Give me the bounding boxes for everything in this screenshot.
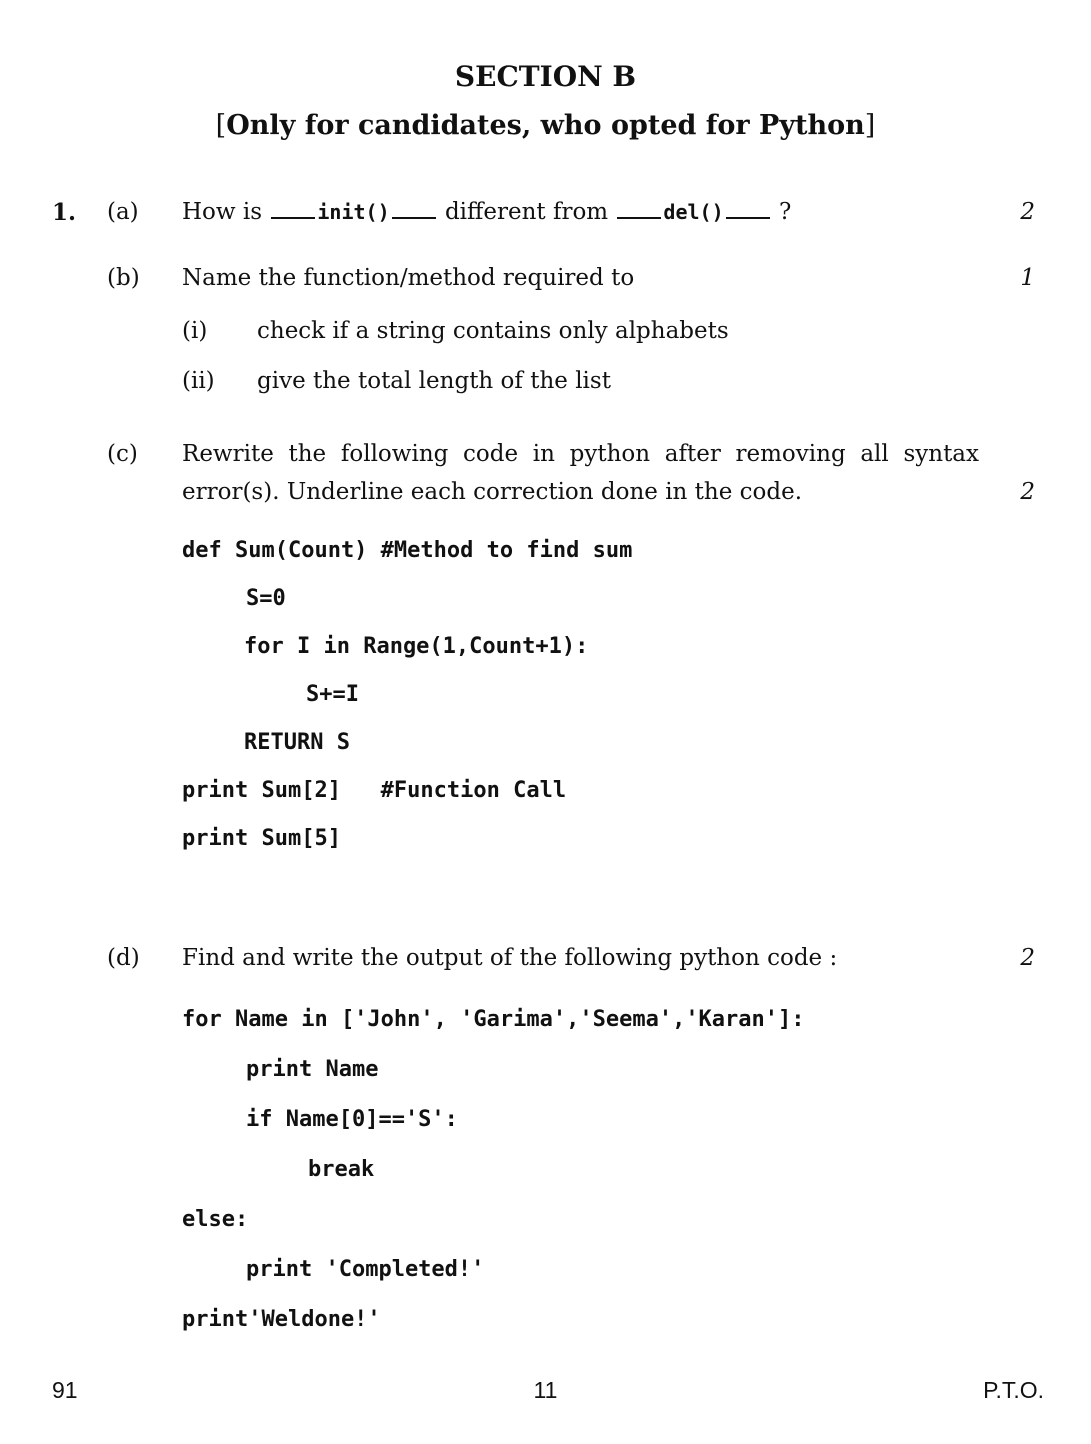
code-line: S+=I xyxy=(306,682,359,707)
code-line: print'Weldone!' xyxy=(182,1307,381,1332)
code-line: print Sum[2] #Function Call xyxy=(182,778,567,803)
code-line: if Name[0]=='S': xyxy=(246,1107,458,1132)
part-a-text-1: How is xyxy=(182,199,263,225)
pto-label: P.T.O. xyxy=(983,1377,1044,1403)
code-line: print Name xyxy=(246,1057,379,1082)
part-b-item-text: check if a string contains only alphabets xyxy=(257,318,729,344)
page-number: 11 xyxy=(533,1377,558,1403)
section-subtitle xyxy=(0,110,1091,141)
part-d-label: (d) xyxy=(107,945,140,971)
code-line: RETURN S xyxy=(244,730,350,755)
underscore-blank xyxy=(271,199,315,219)
part-c-marks: 2 xyxy=(1020,479,1035,505)
subtitle-text: Only for candidates, who opted for Python xyxy=(226,110,865,141)
code-line: for Name in ['John', 'Garima','Seema','Karan']: xyxy=(182,1007,805,1032)
subtitle-bracket-open: [ xyxy=(215,110,227,141)
part-a-marks: 2 xyxy=(1020,199,1035,225)
question-number: 1. xyxy=(52,199,77,226)
code-line: for I in Range(1,Count+1): xyxy=(244,634,589,659)
part-b-item-label: (i) xyxy=(182,318,208,344)
part-b-marks: 1 xyxy=(1020,265,1035,291)
part-c-line-2: error(s). Underline each correction done in the code. xyxy=(182,479,803,505)
code-line: print Sum[5] xyxy=(182,826,341,851)
code-line: else: xyxy=(182,1207,249,1232)
part-b-item-label: (ii) xyxy=(182,368,215,394)
part-d-marks: 2 xyxy=(1020,945,1035,971)
code-line: break xyxy=(308,1157,375,1182)
part-c-label: (c) xyxy=(107,441,138,467)
code-line: print 'Completed!' xyxy=(246,1257,485,1282)
section-title: SECTION B xyxy=(454,60,637,93)
code-line: S=0 xyxy=(246,586,286,611)
part-b-text: Name the function/method required to xyxy=(182,265,635,291)
underscore-blank xyxy=(726,199,770,219)
footer-code: 91 xyxy=(52,1377,78,1403)
del-code: del() xyxy=(663,200,724,224)
part-d-text: Find and write the output of the following python code : xyxy=(182,945,838,971)
underscore-blank xyxy=(617,199,661,219)
part-a-label: (a) xyxy=(107,199,139,225)
underscore-blank xyxy=(392,199,436,219)
part-b-item-text: give the total length of the list xyxy=(257,368,611,394)
code-line: def Sum(Count) #Method to find sum xyxy=(182,538,633,563)
part-b-label: (b) xyxy=(107,265,140,291)
part-a-text-2: different from xyxy=(444,199,609,225)
subtitle-bracket-close: ] xyxy=(864,110,876,141)
part-a-text-3: ? xyxy=(778,199,792,225)
part-a-question xyxy=(182,199,791,225)
init-code: init() xyxy=(317,200,390,224)
part-c-line-1: Rewrite the following code in python after removing all syntax xyxy=(182,441,979,467)
